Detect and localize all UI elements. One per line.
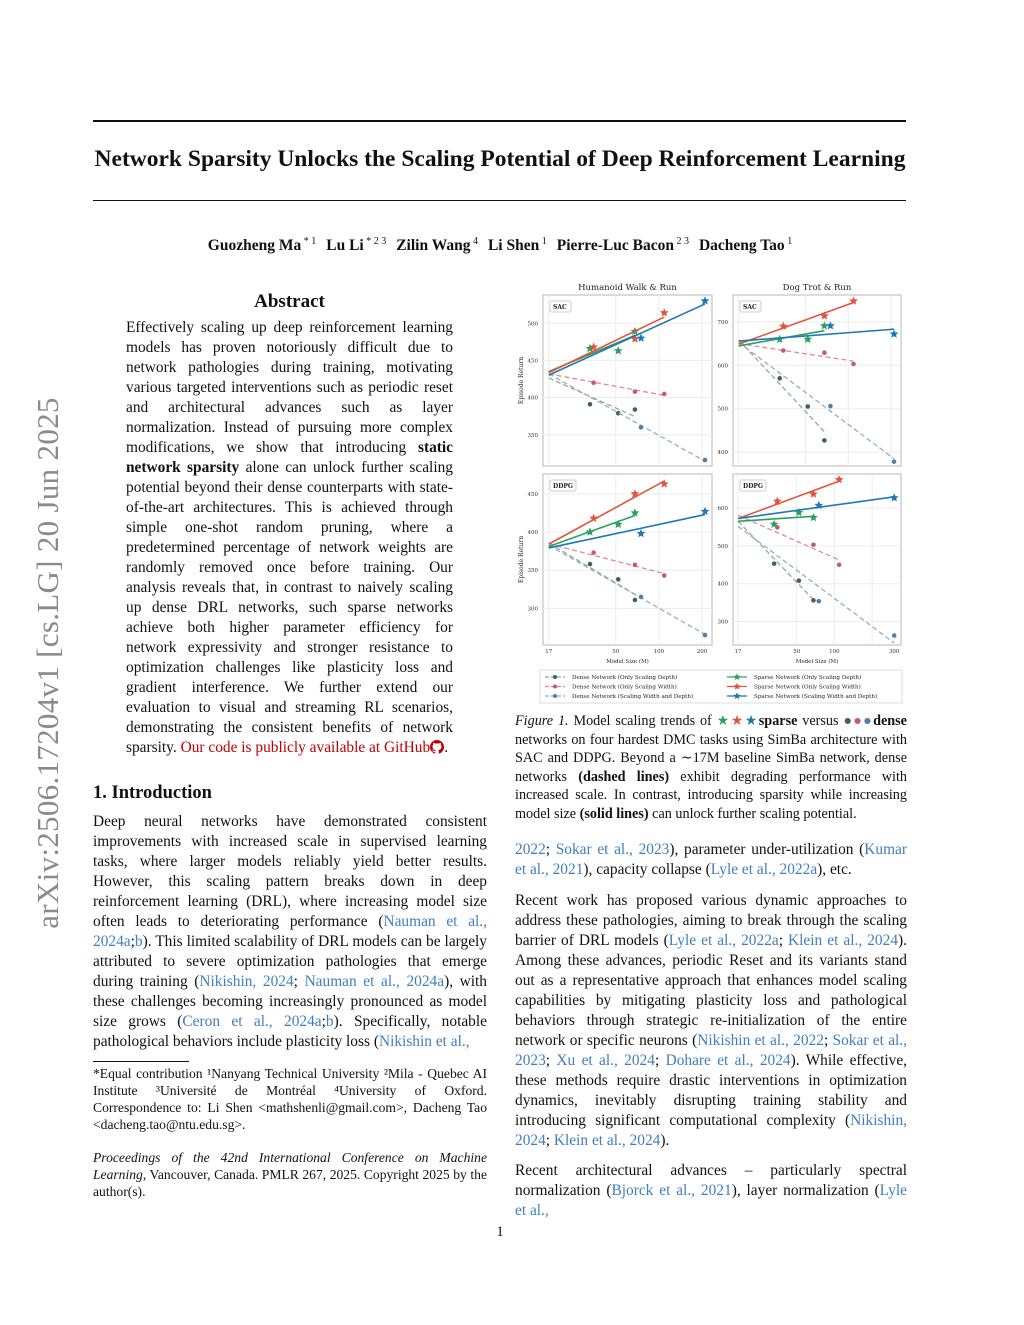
introduction-paragraph [93,812,487,1052]
legend-dot-icon [553,694,557,698]
y-tick-label: 500 [527,321,538,328]
y-tick-label: 400 [717,450,728,457]
citation-link[interactable]: Nauman et al., 2024a [93,913,488,950]
legend-label: Sparse Network (Only Scaling Depth) [754,675,862,681]
chart-panel [518,283,712,466]
chart-legend [540,670,902,703]
text-run: ). Among these advances, periodic Reset and its variants stand out as a representative approach that enhances model scaling capabilities by mitigating plasticity loss and pathological behaviors through strategic re-initialization of the entire network or specific neurons ( [515,932,907,1049]
author [557,237,689,254]
x-tick-label: 300 [888,649,900,655]
text-run: can unlock further scaling potential. [648,805,857,822]
text-run: ). Specifically, notable pathological behaviors include plasticity loss ( [93,1013,487,1050]
y-tick-label: 500 [717,406,728,413]
y-tick-label: 700 [717,319,728,326]
data-point-dense-width [811,542,816,547]
data-point-dense-both [639,595,644,600]
data-point-dense-width [662,392,667,397]
text-run: . [444,739,449,756]
x-tick-label: 100 [829,649,840,655]
plot-frame [733,295,901,466]
citation-link[interactable]: Klein et al., 2024 [788,932,899,949]
text-run: ), capacity collapse ( [583,861,711,878]
x-tick-label: 50 [612,649,620,655]
y-tick-label: 300 [527,606,538,613]
plot-frame [543,474,712,645]
data-point-dense-width [662,573,667,578]
bold-text: dense [873,713,907,729]
text-run: ; [654,1052,666,1069]
right-paragraph-2 [515,891,907,1151]
author-affiliation: 2 3 [673,236,689,247]
y-tick-label: 600 [717,363,728,370]
data-point-dense-depth [633,407,638,412]
star-marker-icon: ★ [716,713,731,729]
dot-marker-icon: ● [853,713,864,729]
legend-label: Sparse Network (Scaling Width and Depth) [754,694,878,700]
figure-1-chart [512,280,908,706]
y-tick-label: 400 [527,395,538,402]
citation-link[interactable]: Sokar et al., 2023 [555,841,670,858]
dot-marker-icon: ● [843,713,854,729]
arxiv-stamp: arXiv:2506.17204v1 [cs.LG] 20 Jun 2025 [30,397,65,929]
figure-label: Figure 1. [515,713,569,729]
text-run: networks on four hardest DMC tasks using SimBa architecture with SAC and DDPG. Beyond a ∼17M baseline SimBa network, dense networks [515,731,907,785]
author-affiliation: * 1 [301,236,317,247]
footnote: *Equal contribution ¹Nanyang Technical University ²Mila - Quebec AI Institute ³Université de Montréal ⁴University of Oxford. Correspondence to: Li Shen <mathshenli@gmail.com>, Dacheng Tao <dacheng.tao@ntu.edu.sg>. [93,1066,487,1132]
data-point-dense-both [892,633,897,638]
page-number: 1 [496,1224,504,1240]
figure-caption [515,712,907,824]
author-affiliation: 1 [539,236,547,247]
data-point-dense-width [837,562,842,567]
citation-link[interactable]: Nikishin, 2024 [199,973,294,990]
bold-text: (solid lines) [579,805,649,822]
data-point-dense-both [816,599,821,604]
data-point-dense-depth [616,577,621,582]
x-axis-label: Model Size (M) [606,659,649,665]
y-tick-label: 300 [717,619,728,626]
text-run: ; [823,1032,833,1049]
text-run: ; [293,973,305,990]
citation-link[interactable]: Ceron et al., 2024a [182,1013,322,1030]
author-name: Lu Li [326,237,364,255]
author [396,237,478,254]
data-point-dense-width [781,348,786,353]
bold-text: sparse [758,713,798,729]
dot-marker-icon: ● [863,713,874,729]
author [488,237,547,254]
text-run: ), layer normalization ( [731,1182,880,1199]
x-tick-label: 200 [696,649,708,655]
text-run: exhibit degrading performance with increased scale. In contrast, introducing sparsity while increasing model size [515,768,907,822]
citation-link[interactable]: Nikishin et al., [378,1033,470,1050]
x-tick-label: 17 [734,649,742,655]
data-point-dense-depth [805,404,810,409]
github-icon[interactable] [430,739,444,756]
text-run: versus [797,713,844,729]
data-point-dense-both [703,633,708,638]
citation-link[interactable]: Sokar et al., 2023 [515,1032,908,1069]
legend-dot-icon [553,685,557,689]
author [208,237,316,254]
proceedings-note [93,1149,487,1200]
citation-link[interactable]: b [325,1013,334,1030]
right-paragraph-1 [515,840,907,880]
citation-link[interactable]: Lyle et al., 2022a [668,932,779,949]
text-run: ), parameter under-utilization ( [669,841,865,858]
data-point-dense-depth [772,561,777,566]
citation-link[interactable]: b [134,933,143,950]
y-tick-label: 450 [527,491,538,498]
data-point-dense-both [828,404,833,409]
data-point-dense-width [633,563,638,568]
x-tick-label: 17 [545,649,553,655]
bold-text: (dashed lines) [578,768,670,785]
data-point-dense-width [822,350,827,355]
text-run: ), etc. [817,861,852,878]
abstract-heading: Abstract [254,291,325,312]
author-list [60,236,940,255]
y-tick-label: 400 [717,581,728,588]
proceedings-venue: Proceedings of the 42nd International Conference on Machine Learning [93,1150,487,1182]
y-tick-label: 500 [717,543,728,550]
paper-title: Network Sparsity Unlocks the Scaling Potential of Deep Reinforcement Learning [94,146,906,172]
text-run: ; [321,1013,326,1030]
data-point-dense-width [633,389,638,394]
data-point-dense-width [591,550,596,555]
bold-text: static network sparsity [126,439,453,476]
chart-panel [518,474,712,665]
chart-title: Dog Trot & Run [782,283,852,293]
text-run: alone can unlock further scaling potential beyond their dense counterparts with state-of-the-art architectures. This is achieved through simple one-shot random pruning, where a predetermined percentage of network weights are randomly removed once before training. Our analysis reveals that, in contrast to naively scaling up dense DRL networks, such sparse networks achieve both higher parameter efficiency for network expressivity and stronger resistance to optimization challenges like plasticity loss and gradient interference. We further extend our evaluation to visual and streaming RL scenarios, demonstrating the consistent benefits of network sparsity. [126,459,454,756]
abstract-text [126,318,453,758]
text-run: ). [660,1132,670,1149]
y-axis-label: Episode Return [518,535,525,584]
text-run: ). While effective, these methods require drastic interventions in optimization dynamics, inevitably disrupting training stability and introducing significant computational complexity ( [515,1052,907,1129]
citation-link[interactable]: Nauman et al., 2024a [304,973,445,990]
algorithm-badge-label: DDPG [743,483,764,490]
text-run: ; [778,932,789,949]
citation-link[interactable]: Nikishin et al., 2022 [697,1032,824,1049]
data-point-dense-depth [588,402,593,407]
data-point-dense-both [703,458,708,463]
author-affiliation: 1 [784,236,793,247]
text-run: ; [130,933,135,950]
author-name: Zilin Wang [396,237,471,255]
author-affiliation: 4 [470,236,478,247]
author-name: Li Shen [487,237,540,255]
citation-link[interactable]: Klein et al., 2024 [553,1132,661,1149]
data-point-dense-both [639,425,644,430]
chart-title: Humanoid Walk & Run [578,283,677,293]
proceedings-details: , Vancouver, Canada. PMLR 267, 2025. Copyright 2025 by the author(s). [93,1167,487,1199]
algorithm-badge-label: SAC [743,304,757,311]
citation-link[interactable]: Kumar et al., 2021 [515,841,908,878]
citation-link[interactable]: Lyle et al., [515,1182,908,1219]
data-point-dense-depth [811,598,816,603]
legend-label: Dense Network (Only Scaling Width) [572,684,677,691]
y-tick-label: 600 [717,506,728,513]
data-point-dense-depth [797,578,802,583]
y-tick-label: 450 [527,358,538,365]
algorithm-badge-label: DDPG [553,483,574,490]
citation-link[interactable]: 2022 [515,841,546,858]
data-point-dense-width [851,362,856,367]
star-marker-icon: ★ [730,713,745,729]
author-affiliation: * 2 3 [363,236,387,247]
data-point-dense-depth [633,598,638,603]
author [326,237,386,254]
plot-frame [543,295,712,466]
footnote-rule [93,1061,189,1062]
top-rule [93,120,906,122]
text-run: ; [545,1132,554,1149]
chart-panel [718,474,902,665]
text-run: ; [545,841,556,858]
text-run: Recent architectural advances – particularly spectral normalization ( [515,1162,907,1199]
legend-label: Dense Network (Only Scaling Depth) [572,675,678,681]
legend-label: Sparse Network (Only Scaling Width) [754,684,861,691]
section-heading-introduction: 1. Introduction [93,783,212,803]
data-point-dense-depth [822,438,827,443]
author-name: Dacheng Tao [698,237,785,255]
y-axis-label: Episode Return [518,356,525,405]
text-run: ), with these challenges becoming increasingly pronounced as model size grows ( [93,973,488,1030]
citation-link[interactable]: Lyle et al., 2022a [710,861,818,878]
x-axis-label: Model Size (M) [795,659,839,665]
legend-label: Dense Network (Scaling Width and Depth) [572,694,694,700]
y-tick-label: 350 [527,568,538,575]
text-run: Effectively scaling up deep reinforcement learning models has proven notoriously difficult due to network pathologies during training, motivating various targeted interventions such as periodic reset and architectural advances such as layer normalization. Instead of pursuing more complex modifications, we show that introducing [126,319,453,456]
star-marker-icon: ★ [744,713,759,729]
author-name: Guozheng Ma [207,237,302,255]
author [699,237,792,254]
citation-link[interactable]: Nikishin, 2024 [515,1112,907,1149]
citation-link[interactable]: Bjorck et al., 2021 [611,1182,732,1199]
data-point-dense-both [892,459,897,464]
data-point-dense-width [591,380,596,385]
text-run: Model scaling trends of [568,713,717,729]
author-name: Pierre-Luc Bacon [556,237,674,255]
text-run: ; [545,1052,557,1069]
algorithm-badge-label: SAC [553,304,567,311]
y-tick-label: 350 [527,432,538,439]
y-tick-label: 400 [527,530,538,537]
legend-dot-icon [553,675,557,679]
github-code-link[interactable]: Our code is publicly available at GitHub [180,739,431,756]
x-tick-label: 100 [653,649,665,655]
caption-text [515,713,907,822]
x-tick-label: 50 [793,649,801,655]
citation-link[interactable]: Xu et al., 2024 [556,1052,655,1069]
data-point-dense-depth [588,562,593,567]
data-point-dense-depth [777,376,782,381]
text-run: Recent work has proposed various dynamic approaches to address these pathologies, aiming to break through the scaling barrier of DRL models ( [515,892,907,949]
right-paragraph-3 [515,1161,907,1221]
chart-panel [718,283,902,466]
citation-link[interactable]: Dohare et al., 2024 [665,1052,791,1069]
text-run: ). This limited scalability of DRL models can be largely attributed to severe optimization pathologies that emerge during training ( [93,933,487,990]
text-run: Deep neural networks have demonstrated consistent improvements with increased scale in supervised learning tasks, where larger models reliably yield better results. However, this scaling pattern breaks down in deep reinforcement learning (DRL), where increasing model size often leads to deteriorating performance ( [93,813,487,930]
title-rule [93,200,906,201]
